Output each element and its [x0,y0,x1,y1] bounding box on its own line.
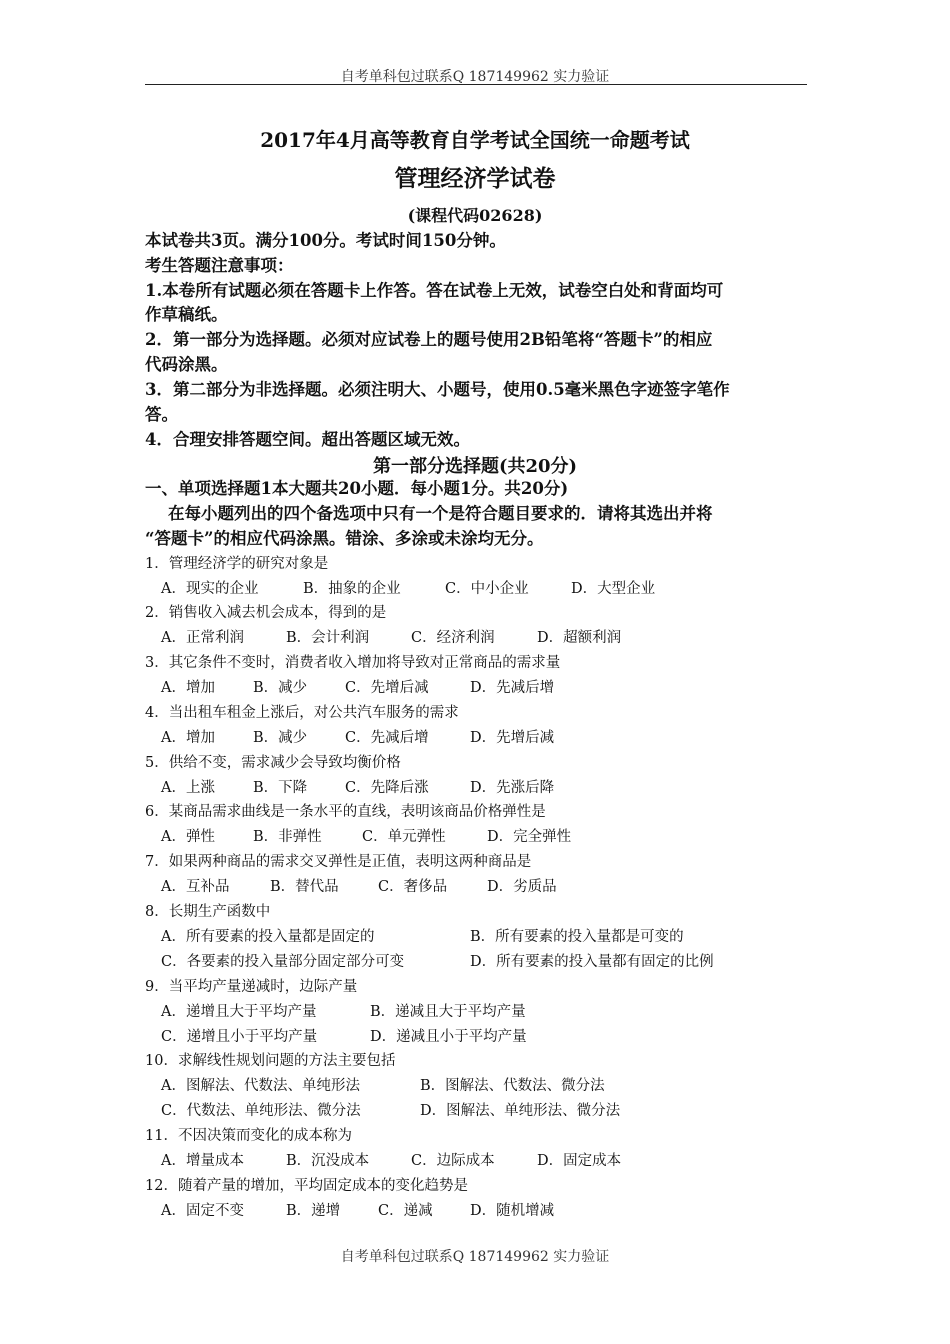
paper-summary: 本试卷共3页。满分100分。考试时间150分钟。 [145,231,506,250]
option-a: A．弹性 [161,829,215,845]
option-d: D．先减后增 [470,680,555,696]
header-watermark: 自考单科包过联系Q 187149962 实力验证 [340,69,610,85]
option-b: B．图解法、代数法、微分法 [420,1078,605,1094]
instruction-line: 在每小题列出的四个备选项中只有一个是符合题目要求的．请将其选出并将 [168,504,713,523]
question-stem: 2．销售收入减去机会成本，得到的是 [145,605,387,621]
question-stem: 10．求解线性规划问题的方法主要包括 [145,1053,396,1069]
header-rule [145,84,807,85]
option-a: A．固定不变 [161,1203,244,1219]
question-stem: 5．供给不变，需求减少会导致均衡价格 [145,755,401,771]
option-c: C．先增后减 [345,680,429,696]
option-c: C．各要素的投入量部分固定部分可变 [161,954,405,970]
exam-title: 2017年4月高等教育自学考试全国统一命题考试 [260,128,690,152]
notice-heading: 考生答题注意事项： [145,256,294,275]
option-b: B．替代品 [270,879,339,895]
option-b: B．会计利润 [286,630,370,646]
notice-line: 作草稿纸。 [145,305,228,324]
part1-heading: 第一部分选择题(共20分) [372,456,578,477]
option-d: D．超额利润 [537,630,622,646]
option-a: A．增量成本 [161,1153,244,1169]
option-b: B．递减且大于平均产量 [370,1004,526,1020]
option-b: B．抽象的企业 [303,581,401,597]
question-stem: 3．其它条件不变时，消费者收入增加将导致对正常商品的需求量 [145,655,561,671]
option-b: B．下降 [253,780,308,796]
notice-line: 3．第二部分为非选择题。必须注明大、小题号，使用0.5毫米黑色字迹签字笔作 [145,380,730,399]
option-c: C．中小企业 [445,581,529,597]
option-d: D．先增后减 [470,730,555,746]
option-b: B．减少 [253,680,308,696]
question-stem: 7．如果两种商品的需求交叉弹性是正值，表明这两种商品是 [145,854,532,870]
option-c: C．递增且小于平均产量 [161,1029,318,1045]
notice-line: 2．第一部分为选择题。必须对应试卷上的题号使用2B铅笔将“答题卡”的相应 [145,330,713,349]
question-stem: 4．当出租车租金上涨后，对公共汽车服务的需求 [145,705,459,721]
option-c: C．单元弹性 [362,829,446,845]
option-a: A．递增且大于平均产量 [161,1004,317,1020]
option-b: B．减少 [253,730,308,746]
option-d: D．递减且小于平均产量 [370,1029,527,1045]
question-stem: 8．长期生产函数中 [145,904,271,920]
option-a: A．图解法、代数法、单纯形法 [161,1078,360,1094]
option-d: D．所有要素的投入量都有固定的比例 [470,954,714,970]
notice-line: 代码涂黑。 [145,355,228,374]
option-a: A．所有要素的投入量都是固定的 [161,929,375,945]
option-a: A．现实的企业 [161,581,259,597]
instruction-line: “答题卡”的相应代码涂黑。错涂、多涂或未涂均无分。 [145,529,544,548]
option-c: C．代数法、单纯形法、微分法 [161,1103,361,1119]
option-a: A．上涨 [161,780,215,796]
option-d: D．劣质品 [487,879,557,895]
option-d: D．先涨后降 [470,780,555,796]
notice-line: 4．合理安排答题空间。超出答题区域无效。 [145,430,470,449]
option-a: A．增加 [161,680,215,696]
option-b: B．非弹性 [253,829,322,845]
notice-line: 1.本卷所有试题必须在答题卡上作答。答在试卷上无效，试卷空白处和背面均可 [145,281,724,300]
option-a: A．正常利润 [161,630,244,646]
option-a: A．增加 [161,730,215,746]
option-c: C．边际成本 [411,1153,495,1169]
question-stem: 6．某商品需求曲线是一条水平的直线，表明该商品价格弹性是 [145,804,546,820]
option-c: C．递减 [378,1203,433,1219]
option-d: D．随机增减 [470,1203,555,1219]
question-stem: 1．管理经济学的研究对象是 [145,556,329,572]
option-a: A．互补品 [161,879,230,895]
option-c: C．先减后增 [345,730,429,746]
option-d: D．完全弹性 [487,829,572,845]
option-d: D．大型企业 [571,581,656,597]
option-b: B．所有要素的投入量都是可变的 [470,929,684,945]
paper-title: 管理经济学试卷 [394,165,556,192]
option-d: D．图解法、单纯形法、微分法 [420,1103,621,1119]
option-b: B．沉没成本 [286,1153,370,1169]
option-d: D．固定成本 [537,1153,622,1169]
option-c: C．奢侈品 [378,879,448,895]
footer-watermark: 自考单科包过联系Q 187149962 实力验证 [340,1249,610,1265]
question-stem: 11．不因决策而变化的成本称为 [145,1128,352,1144]
question-stem: 12．随着产量的增加，平均固定成本的变化趋势是 [145,1178,468,1194]
section-title: 一、单项选择题1本大题共20小题．每小题1分。共20分) [145,479,569,498]
question-stem: 9．当平均产量递减时，边际产量 [145,979,358,995]
option-c: C．先降后涨 [345,780,429,796]
notice-line: 答。 [145,405,178,424]
option-c: C．经济利润 [411,630,495,646]
course-code: (课程代码02628) [407,206,543,225]
option-b: B．递增 [286,1203,341,1219]
